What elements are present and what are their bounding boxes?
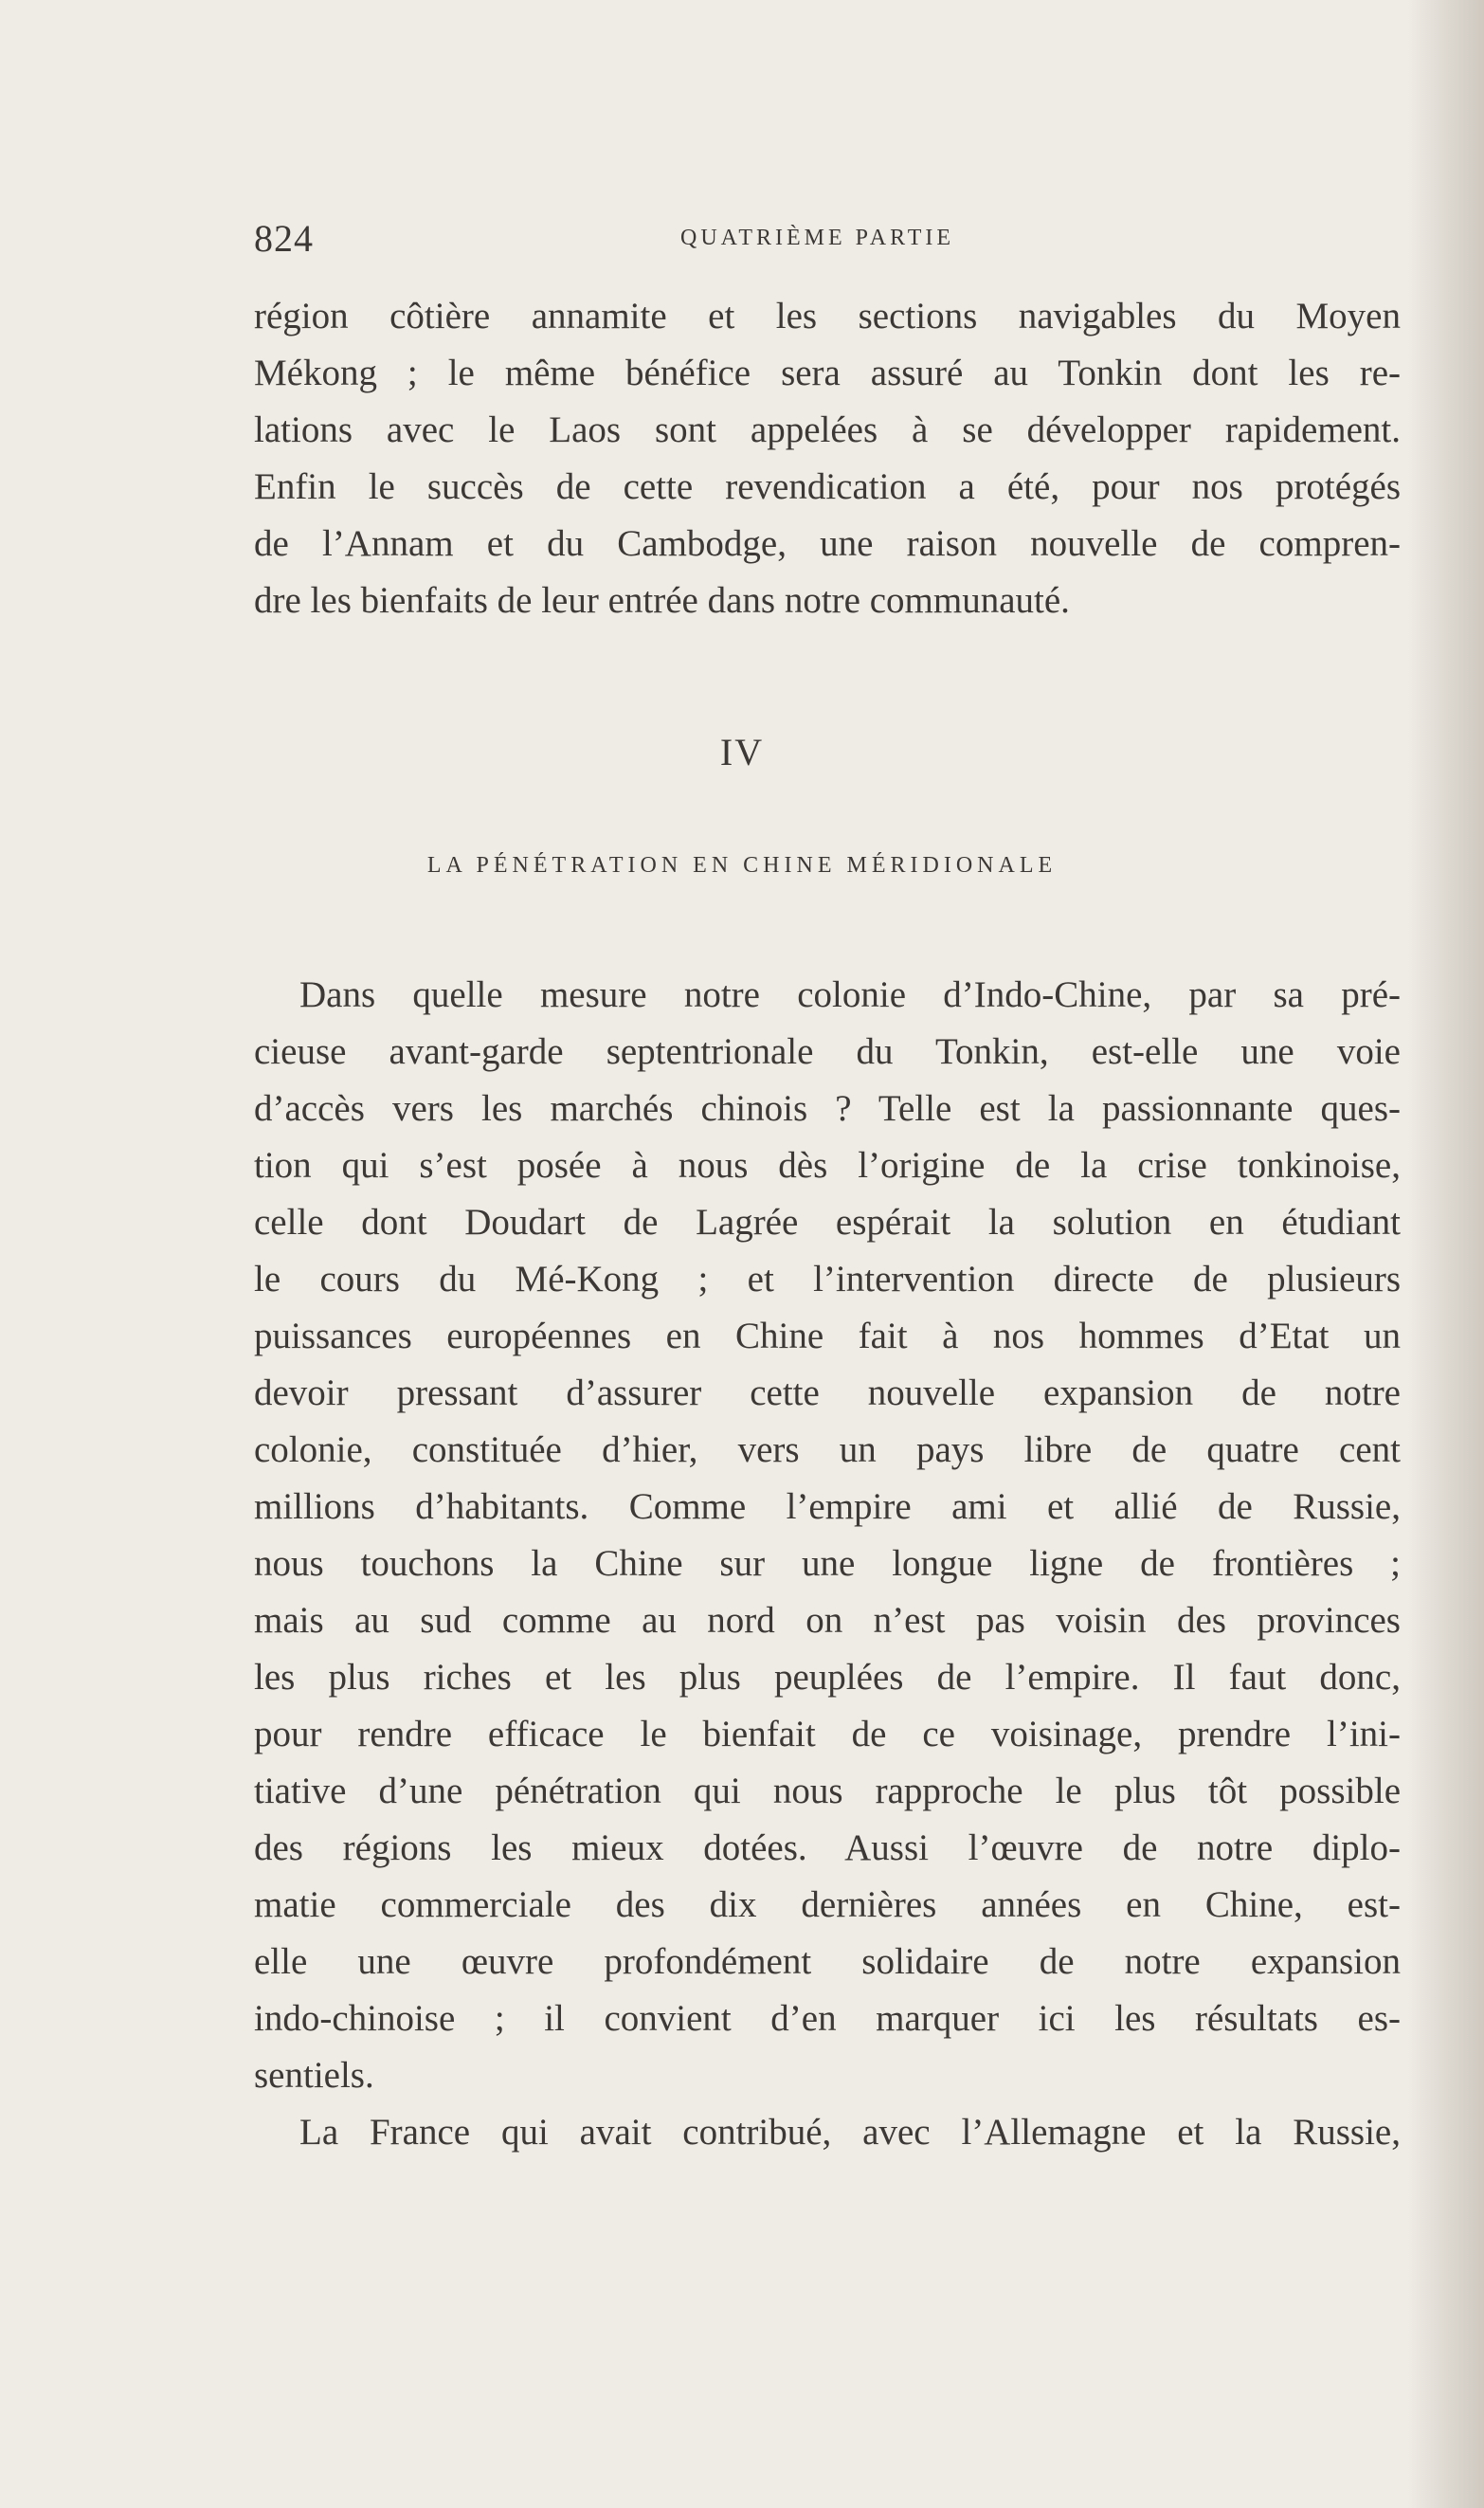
text-line: dre les bienfaits de leur entrée dans notre communauté. (254, 580, 1070, 621)
text-line: mais au sud comme au nord on n’est pas voisin des provinces (254, 1600, 1401, 1641)
text-line: colonie, constituée d’hier, vers un pays libre de quatre cent (254, 1429, 1401, 1470)
text-line: La France qui avait contribué, avec l’Allemagne et la Russie, (299, 2112, 1401, 2153)
text-line: pour rendre efficace le bienfait de ce voisinage, prendre l’ini- (254, 1714, 1401, 1754)
text-line: d’accès vers les marchés chinois ? Telle est la passionnante ques- (254, 1088, 1401, 1129)
text-line: matie commerciale des dix dernières années en Chine, est- (254, 1884, 1401, 1925)
opening-paragraph (254, 288, 1401, 629)
page-edge-shadow (1408, 0, 1484, 2508)
text-line: Mékong ; le même bénéfice sera assuré au Tonkin dont les re- (254, 353, 1401, 393)
text-line: millions d’habitants. Comme l’empire ami et allié de Russie, (254, 1486, 1401, 1527)
text-line: les plus riches et les plus peuplées de l’empire. Il faut donc, (254, 1657, 1401, 1698)
text-line: elle une œuvre profondément solidaire de notre expansion (254, 1941, 1401, 1982)
text-line: des régions les mieux dotées. Aussi l’œuvre de notre diplo- (254, 1827, 1401, 1868)
text-line: le cours du Mé-Kong ; et l’intervention directe de plusieurs (254, 1259, 1401, 1299)
section-title: LA PÉNÉTRATION EN CHINE MÉRIDIONALE (426, 853, 1058, 878)
body-text (254, 967, 1401, 2161)
text-line: tion qui s’est posée à nous dès l’origine de la crise tonkinoise, (254, 1145, 1401, 1186)
page-number: 824 (254, 217, 314, 260)
text-line: cieuse avant-garde septentrionale du Tonkin, est-elle une voie (254, 1031, 1401, 1072)
text-line: de l’Annam et du Cambodge, une raison nouvelle de compren- (254, 523, 1401, 564)
text-line: devoir pressant d’assurer cette nouvelle expansion de notre (254, 1372, 1401, 1413)
text-line: sentiels. (254, 2055, 374, 2096)
page-header (254, 216, 1401, 273)
text-line: Dans quelle mesure notre colonie d’Indo-Chine, par sa pré- (299, 974, 1401, 1015)
running-head: QUATRIÈME PARTIE (680, 226, 955, 250)
text-line: lations avec le Laos sont appelées à se développer rapidement. (254, 409, 1401, 450)
section-numeral: IV (719, 731, 765, 773)
text-line: région côtière annamite et les sections navigables du Moyen (254, 296, 1401, 336)
text-line: nous touchons la Chine sur une longue ligne de frontières ; (254, 1543, 1401, 1584)
text-line: tiative d’une pénétration qui nous rapproche le plus tôt possible (254, 1771, 1401, 1811)
text-line: Enfin le succès de cette revendication a été, pour nos protégés (254, 466, 1401, 507)
text-line: celle dont Doudart de Lagrée espérait la solution en étudiant (254, 1202, 1401, 1243)
text-line: puissances européennes en Chine fait à nos hommes d’Etat un (254, 1316, 1401, 1356)
text-line: indo-chinoise ; il convient d’en marquer ici les résultats es- (254, 1998, 1401, 2039)
